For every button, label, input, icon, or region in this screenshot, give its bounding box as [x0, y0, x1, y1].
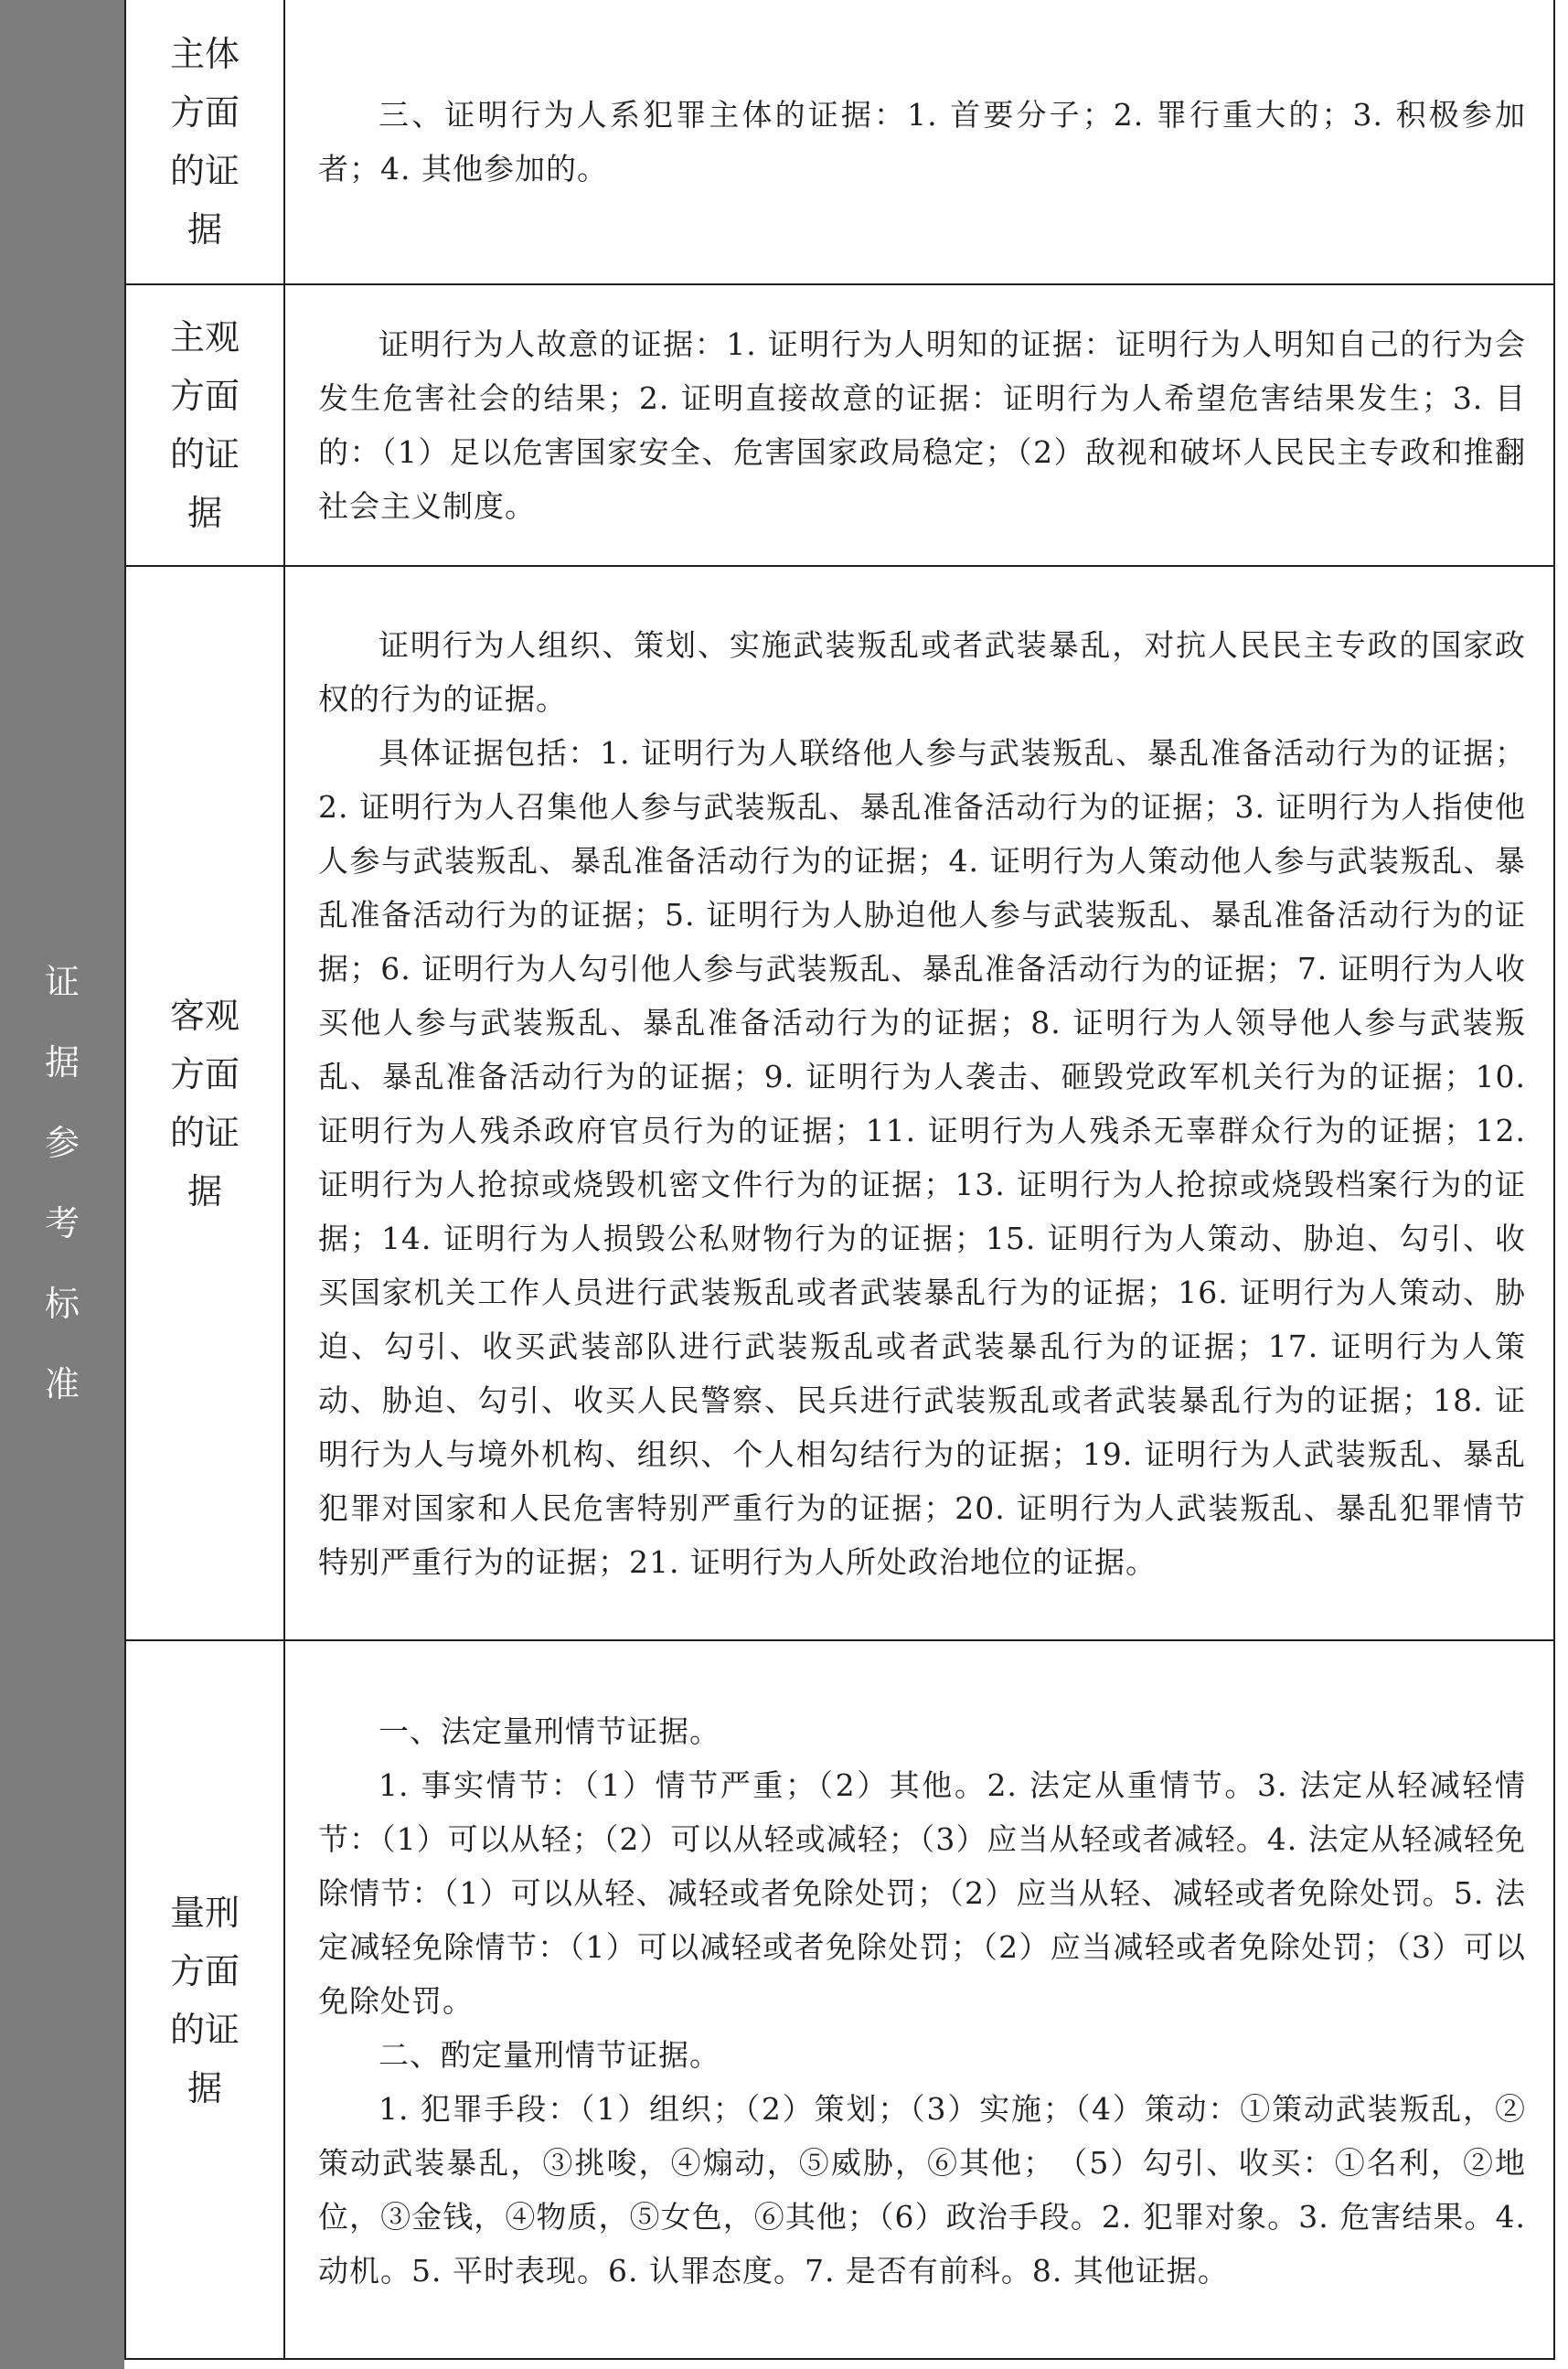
row-label-cell	[126, 567, 285, 1639]
table-row-objective	[126, 567, 1553, 1641]
table-row-sentencing	[126, 1641, 1553, 2360]
side-title-char: 证	[44, 962, 80, 1002]
row-label-cell	[126, 1641, 285, 2360]
row-label: 量刑方面的证据	[169, 1893, 240, 2108]
side-title-char: 准	[44, 1364, 80, 1404]
side-title-char: 考	[44, 1203, 80, 1243]
content-paragraph: 1. 犯罪手段：（1）组织；（2）策划；（3）实施；（4）策动：①策动武装叛乱，②策动武装暴乱，③挑唆，④煽动，⑤威胁，⑥其他； （5）勾引、收买：①名利，②地位，③金钱，④物质，⑤女色，⑥其他；（6）政治手段。2. 犯罪对象。3. 危害结果。4. 动机。5. 平时表现。6. 认罪态度。7. 是否有前科。8. 其他证据。	[318, 2090, 1526, 2289]
content-paragraph: 1. 事实情节：（1）情节严重；（2）其他。2. 法定从重情节。3. 法定从轻减轻情节：（1）可以从轻；（2）可以从轻或减轻；（3）应当从轻或者减轻。4. 法定从轻减轻免除情节：（1）可以从轻、减轻或者免除处罚；（2）应当从轻、减轻或者免除处罚。5. 法定减轻免除情节：（1）可以减轻或者免除处罚；（2）应当减轻或者免除处罚；（3）可以免除处罚。	[318, 1766, 1526, 2019]
side-category-title	[0, 942, 124, 1425]
side-category-column	[0, 0, 124, 2369]
row-label: 客观方面的证据	[169, 995, 240, 1211]
row-content-cell	[285, 1641, 1553, 2360]
content-paragraph: 证明行为人组织、策划、实施武装叛乱或者武装暴乱，对抗人民民主专政的国家政权的行为的证据。	[318, 626, 1526, 717]
content-paragraph: 三、证明行为人系犯罪主体的证据：1. 首要分子；2. 罪行重大的；3. 积极参加者；4. 其他参加的。	[318, 97, 1526, 187]
row-label-cell	[126, 0, 285, 283]
row-content-cell	[285, 567, 1553, 1639]
side-title-char: 标	[44, 1284, 80, 1324]
table-row-subjective	[126, 285, 1553, 567]
row-content-cell	[285, 0, 1553, 283]
row-content-cell	[285, 285, 1553, 565]
row-label-cell	[126, 285, 285, 565]
content-paragraph: 二、酌定量刑情节证据。	[379, 2036, 720, 2073]
content-paragraph: 一、法定量刑情节证据。	[379, 1713, 720, 1749]
row-label: 主体方面的证据	[169, 34, 240, 250]
content-paragraph: 具体证据包括：1. 证明行为人联络他人参与武装叛乱、暴乱准备活动行为的证据；2. 证明行为人召集他人参与武装叛乱、暴乱准备活动行为的证据；3. 证明行为人指使他人参与武装叛乱、暴乱准备活动行为的证据；4. 证明行为人策动他人参与武装叛乱、暴乱准备活动行为的证据；5. 证明行为人胁迫他人参与武装叛乱、暴乱准备活动行为的证据；6. 证明行为人勾引他人参与武装叛乱、暴乱准备活动行为的证据；7. 证明行为人收买他人参与武装叛乱、暴乱准备活动行为的证据；8. 证明行为人领导他人参与武装叛乱、暴乱准备活动行为的证据；9. 证明行为人袭击、砸毁党政军机关行为的证据；10. 证明行为人残杀政府官员行为的证据；11. 证明行为人残杀无辜群众行为的证据；12. 证明行为人抢掠或烧毁机密文件行为的证据；13. 证明行为人抢掠或烧毁档案行为的证据；14. 证明行为人损毁公私财物行为的证据；15. 证明行为人策动、胁迫、勾引、收买国家机关工作人员进行武装叛乱或者武装暴乱行为的证据；16. 证明行为人策动、胁迫、勾引、收买武装部队进行武装叛乱或者武装暴乱行为的证据；17. 证明行为人策动、胁迫、勾引、收买人民警察、民兵进行武装叛乱或者武装暴乱行为的证据；18. 证明行为人与境外机构、组织、个人相勾结行为的证据；19. 证明行为人武装叛乱、暴乱犯罪对国家和人民危害特别严重行为的证据；20. 证明行为人武装叛乱、暴乱犯罪情节特别严重行为的证据；21. 证明行为人所处政治地位的证据。	[318, 734, 1526, 1580]
content-paragraph: 证明行为人故意的证据：1. 证明行为人明知的证据：证明行为人明知自己的行为会发生危害社会的结果；2. 证明直接故意的证据：证明行为人希望危害结果发生；3. 目的：（1）足以危害国家安全、危害国家政局稳定；（2）敌视和破坏人民民主专政和推翻社会主义制度。	[318, 326, 1526, 524]
side-title-char: 据	[44, 1042, 80, 1083]
evidence-table	[124, 0, 1555, 2360]
row-label: 主观方面的证据	[169, 317, 240, 533]
side-title-char: 参	[44, 1123, 80, 1163]
table-row-subject	[126, 0, 1553, 285]
